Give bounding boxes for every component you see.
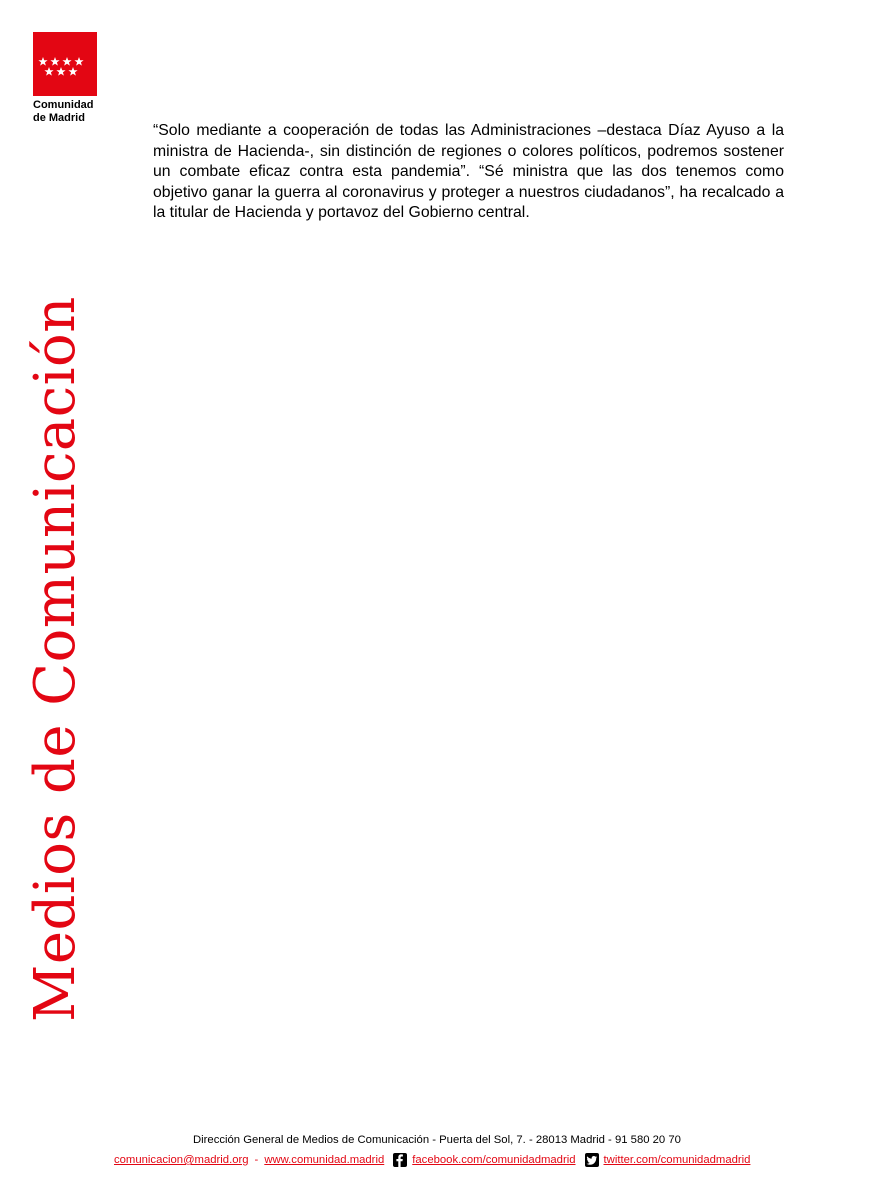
twitter-link[interactable]: twitter.com/comunidadmadrid: [603, 1154, 751, 1166]
footer-links: [114, 1153, 750, 1167]
email-link[interactable]: comunicacion@madrid.org: [114, 1154, 249, 1166]
twitter-icon: [585, 1153, 599, 1167]
facebook-link[interactable]: facebook.com/comunidadmadrid: [412, 1154, 576, 1166]
logo-text: [33, 99, 123, 125]
body-paragraph: “Solo mediante a cooperación de todas las Administraciones –destaca Díaz Ayuso a la ministra de Hacienda-, sin distinción de regiones o colores políticos, podremos sostener un combate eficaz contra esta pandemia”. “Sé ministra que las dos tenemos como objetivo ganar la guerra al coronavirus y proteger a nuestros ciudadanos”, ha recalcado a la titular de Hacienda y portavoz del Gobierno central.: [153, 122, 784, 222]
logo-line-1: Comunidad: [33, 99, 94, 111]
footer-address: Dirección General de Medios de Comunicación - Puerta del Sol, 7. - 28013 Madrid - 91 580 20 70: [193, 1134, 681, 1146]
website-link[interactable]: www.comunidad.madrid: [264, 1154, 385, 1166]
facebook-icon: [393, 1153, 407, 1167]
logo-line-2: de Madrid: [33, 112, 85, 124]
footer-separator: -: [254, 1154, 259, 1166]
comunidad-madrid-logo: [33, 32, 97, 96]
side-title: Medios de Comunicación: [23, 296, 88, 1022]
stars-icon: [33, 32, 97, 96]
